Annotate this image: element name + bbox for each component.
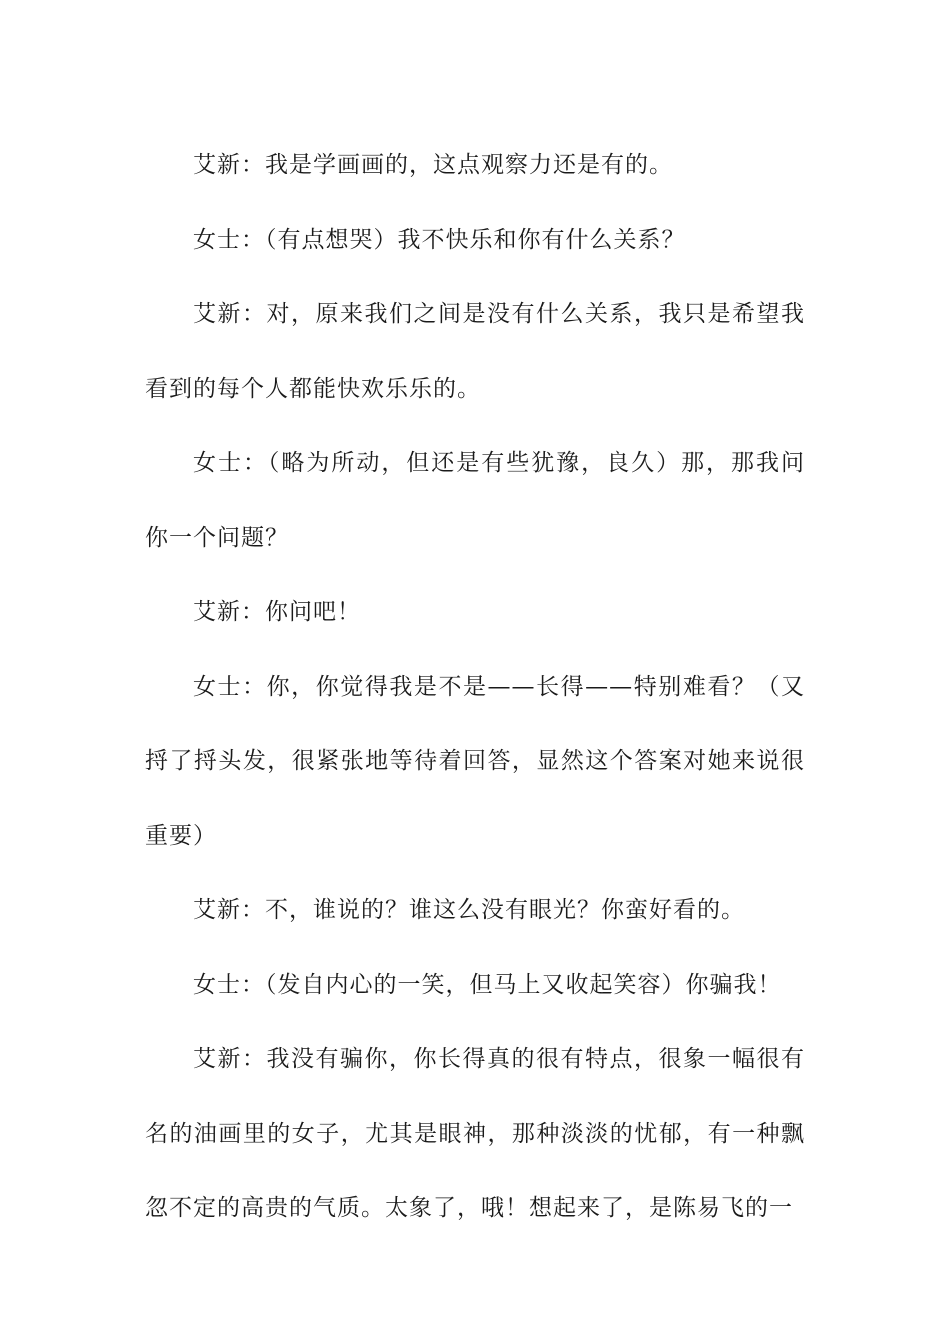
paragraph: 艾新：不，谁说的？谁这么没有眼光？你蛮好看的。 xyxy=(193,897,745,923)
paragraph: 艾新：对，原来我们之间是没有什么关系，我只是希望我看到的每个人都能快欢乐乐的。 xyxy=(145,301,805,402)
paragraph: 女士：你，你觉得我是不是——长得——特别难看？（又捋了捋头发，很紧张地等待着回答，显然这个答案对她来说很重要） xyxy=(145,673,805,849)
paragraph: 女士：（略为所动，但还是有些犹豫，良久）那，那我问你一个问题？ xyxy=(145,450,805,551)
paragraph: 女士：（发自内心的一笑，但马上又收起笑容）你骗我！ xyxy=(193,971,782,998)
paragraph: 艾新：我没有骗你，你长得真的很有特点，很象一幅很有名的油画里的女子，尤其是眼神，那种淡淡的忧郁，有一种飘忽不定的高贵的气质。太象了，哦！想起来了，是陈易飞的一 xyxy=(145,1046,805,1221)
document-body xyxy=(145,128,805,1246)
paragraph: 艾新：我是学画画的，这点观察力还是有的。 xyxy=(193,152,673,178)
paragraph: 女士：（有点想哭）我不快乐和你有什么关系？ xyxy=(193,226,686,253)
paragraph: 艾新：你问吧！ xyxy=(193,599,361,625)
